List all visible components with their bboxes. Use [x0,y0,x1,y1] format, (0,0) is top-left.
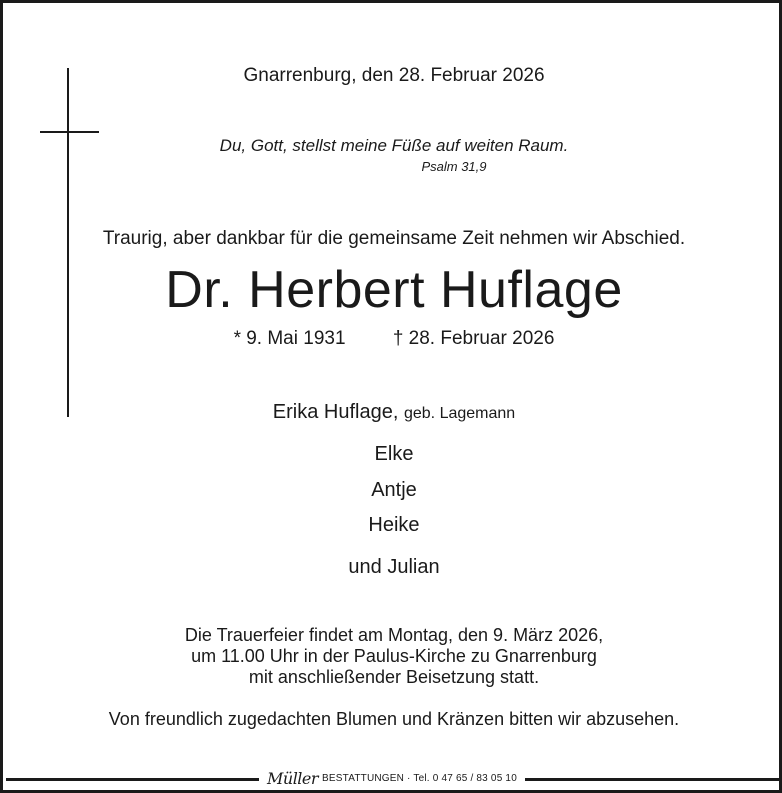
intro-text: Traurig, aber dankbar für die gemeinsame Zeit nehmen wir Abschied. [102,228,686,249]
wife-maiden-name: geb. Lagemann [403,405,516,422]
mourner-child: Antje [371,479,417,501]
deceased-name: Dr. Herbert Huflage [165,261,623,319]
birth-date: * 9. Mai 1931 [233,328,346,349]
mourner-child: Heike [368,514,420,536]
service-info-line: mit anschließender Beisetzung statt. [248,667,540,687]
service-info-line: Die Trauerfeier findet am Montag, den 9. März 2026, [184,625,604,645]
mourner-wife [3,401,782,424]
mourner-child: Elke [374,443,414,465]
service-info-line: um 11.00 Uhr in der Paulus-Kirche zu Gnarrenburg [191,646,597,666]
flowers-note: Von freundlich zugedachten Blumen und Kränzen bitten wir abzusehen. [108,709,680,729]
undertaker-contact: BESTATTUNGEN · Tel. 0 47 65 / 83 05 10 [322,772,517,784]
undertaker-footer [259,767,525,789]
place-date: Gnarrenburg, den 28. Februar 2026 [243,65,545,86]
death-date: † 28. Februar 2026 [392,328,555,349]
bible-verse: Du, Gott, stellst meine Füße auf weiten Raum. [219,136,569,155]
wife-name: Erika Huflage, [272,401,399,423]
cross-icon-beam [40,131,99,133]
undertaker-logo: Müller [267,768,319,788]
mourner-grandchild: und Julian [348,556,440,578]
verse-reference: Psalm 31,9 [421,159,487,174]
life-dates [3,328,782,350]
